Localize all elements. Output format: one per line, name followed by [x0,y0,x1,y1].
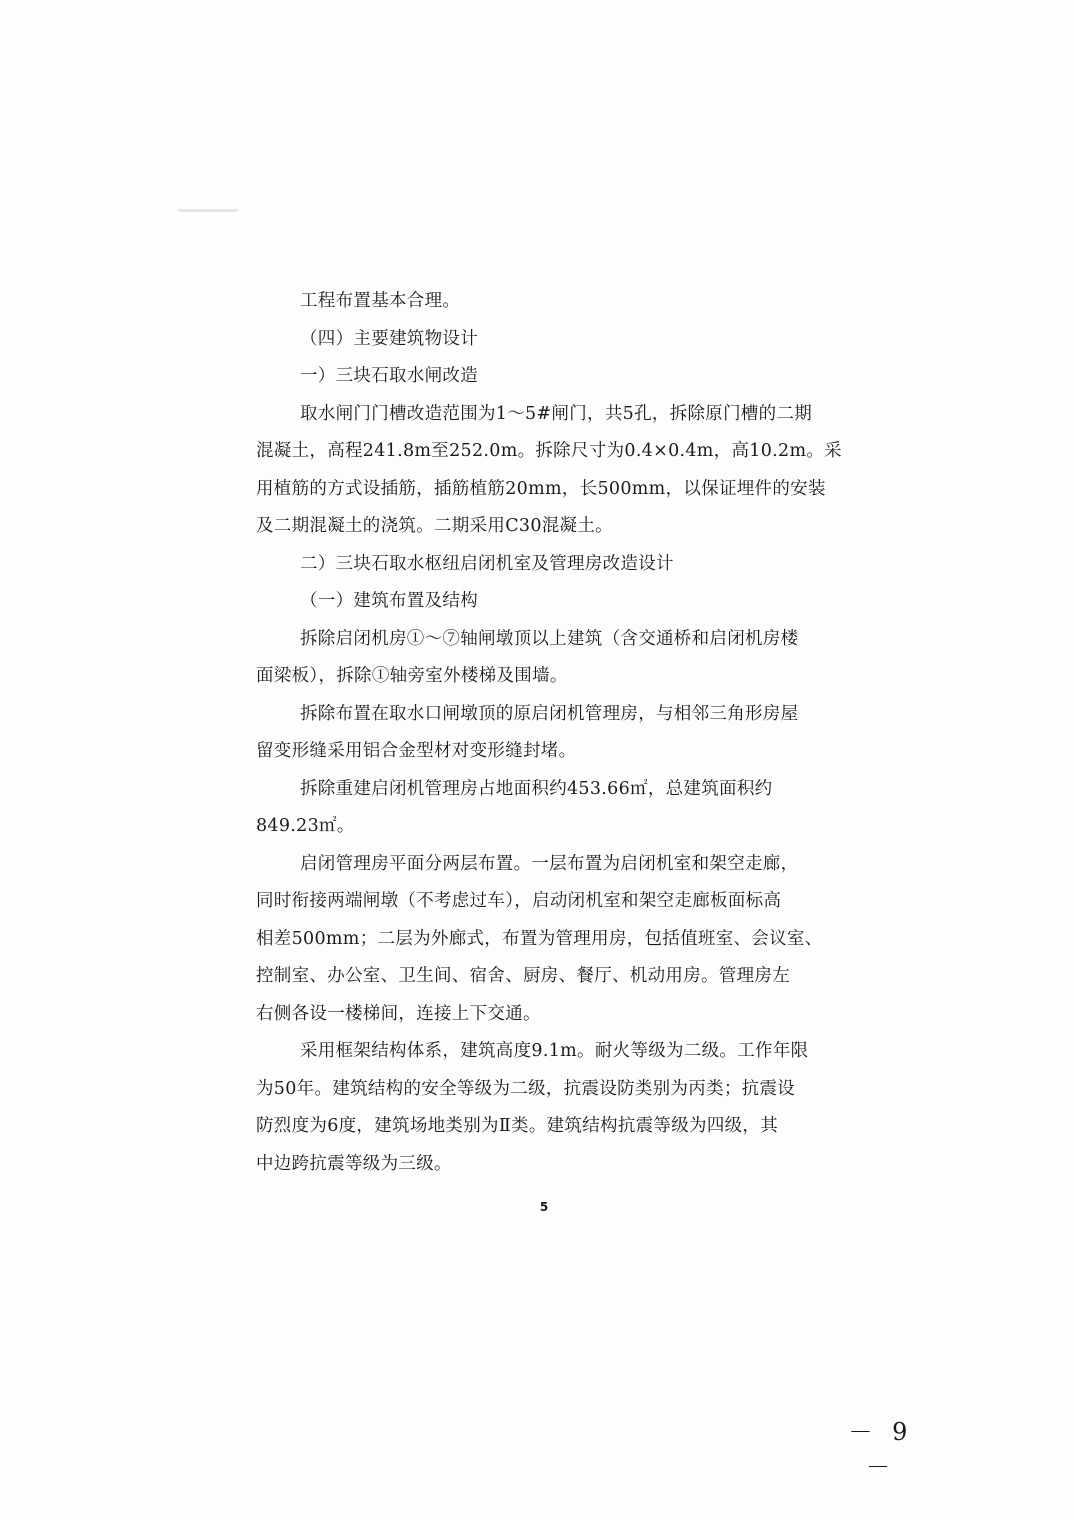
paragraph-line: 及二期混凝土的浇筑。二期采用C30混凝土。 [256,516,613,536]
paragraph-line: 849.23㎡。 [256,816,355,836]
document-body [256,283,846,1183]
inner-page-number: 5 [539,1200,549,1214]
outer-page-number: － 9 － [848,1418,914,1481]
scan-mark [178,209,238,212]
subsection-heading: 二）三块石取水枢纽启闭机室及管理房改造设计 [300,553,674,574]
paragraph-line: 同时衔接两端闸墩（不考虑过车），启动闭机室和架空走廊板面标高 [256,891,782,911]
paragraph-line: 混凝土，高程241.8m至252.0m。拆除尺寸为0.4×0.4m，高10.2m。采 [256,441,842,461]
paragraph-line: 取水闸门门槽改造范围为1～5#闸门，共5孔，拆除原门槽的二期 [300,403,813,424]
paragraph-line: 工程布置基本合理。 [300,291,461,311]
subsection-heading: （一）建筑布置及结构 [300,591,478,611]
paragraph-line: 相差500mm；二层为外廊式，布置为管理用房，包括值班室、会议室、 [256,928,823,949]
subsection-heading: 一）三块石取水闸改造 [300,366,478,386]
paragraph-line: 拆除启闭机房①～⑦轴闸墩顶以上建筑（含交通桥和启闭机房楼 [300,628,799,649]
paragraph-line: 面梁板），拆除①轴旁室外楼梯及围墙。 [256,666,568,686]
paragraph-line: 控制室、办公室、卫生间、宿舍、厨房、餐厅、机动用房。管理房左 [256,966,790,986]
section-heading: （四）主要建筑物设计 [300,328,478,349]
paragraph-line: 拆除重建启闭机管理房占地面积约453.66㎡，总建筑面积约 [300,778,773,799]
paragraph-line: 启闭管理房平面分两层布置。一层布置为启闭机室和架空走廊， [300,853,799,874]
paragraph-line: 用植筋的方式设插筋，插筋植筋20mm，长500mm，以保证埋件的安装 [256,478,826,499]
paragraph-line: 拆除布置在取水口闸墩顶的原启闭机管理房，与相邻三角形房屋 [300,703,799,724]
paragraph-line: 防烈度为6度，建筑场地类别为Ⅱ类。建筑结构抗震等级为四级，其 [256,1116,779,1136]
paragraph-line: 为50年。建筑结构的安全等级为二级，抗震设防类别为丙类；抗震设 [256,1078,796,1099]
paragraph-line: 留变形缝采用铝合金型材对变形缝封堵。 [256,741,577,761]
paragraph-line: 中边跨抗震等级为三级。 [256,1153,452,1174]
paragraph-line: 采用框架结构体系，建筑高度9.1m。耐火等级为二级。工作年限 [300,1041,809,1061]
paragraph-line: 右侧各设一楼梯间，连接上下交通。 [256,1003,541,1024]
